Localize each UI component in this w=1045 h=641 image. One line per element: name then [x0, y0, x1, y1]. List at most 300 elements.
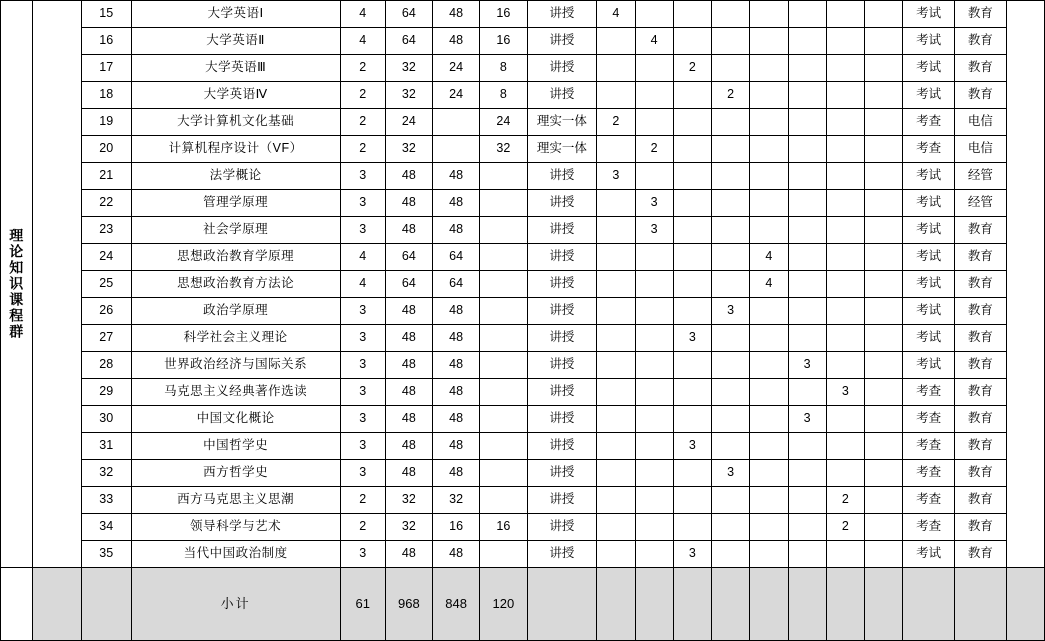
course-department: 教育 — [955, 541, 1007, 568]
course-total-hours: 48 — [385, 352, 432, 379]
course-lecture-hours: 24 — [433, 55, 480, 82]
course-term-6 — [788, 514, 826, 541]
course-term-5: 4 — [750, 271, 788, 298]
course-experiment-hours — [480, 190, 527, 217]
subtotal-row — [1, 568, 1045, 641]
subtotal-term-3 — [673, 568, 711, 641]
course-assessment: 考试 — [903, 352, 955, 379]
course-lecture-hours: 48 — [433, 406, 480, 433]
course-term-3 — [673, 487, 711, 514]
table-row — [1, 460, 1045, 487]
course-experiment-hours: 8 — [480, 82, 527, 109]
course-term-2 — [635, 325, 673, 352]
course-total-hours: 48 — [385, 379, 432, 406]
course-term-4 — [712, 136, 750, 163]
course-term-2 — [635, 271, 673, 298]
course-term-8 — [865, 109, 903, 136]
course-teaching-mode: 讲授 — [527, 379, 597, 406]
table-row — [1, 379, 1045, 406]
course-term-7 — [826, 271, 864, 298]
course-lecture-hours: 48 — [433, 298, 480, 325]
course-term-1 — [597, 460, 635, 487]
course-total-hours: 48 — [385, 163, 432, 190]
course-experiment-hours: 16 — [480, 1, 527, 28]
course-teaching-mode: 讲授 — [527, 55, 597, 82]
course-term-6 — [788, 433, 826, 460]
course-term-6: 3 — [788, 352, 826, 379]
course-term-2 — [635, 163, 673, 190]
course-term-5 — [750, 325, 788, 352]
course-assessment: 考试 — [903, 244, 955, 271]
course-total-hours: 32 — [385, 55, 432, 82]
row-number: 15 — [82, 1, 132, 28]
course-teaching-mode: 讲授 — [527, 1, 597, 28]
course-teaching-mode: 理实一体 — [527, 136, 597, 163]
course-term-2 — [635, 379, 673, 406]
course-department: 教育 — [955, 271, 1007, 298]
course-term-2: 3 — [635, 190, 673, 217]
subtotal-department — [955, 568, 1007, 641]
course-department: 教育 — [955, 514, 1007, 541]
course-term-7 — [826, 217, 864, 244]
course-lecture-hours — [433, 109, 480, 136]
course-lecture-hours: 16 — [433, 514, 480, 541]
course-term-4 — [712, 28, 750, 55]
course-term-5 — [750, 352, 788, 379]
course-lecture-hours: 48 — [433, 433, 480, 460]
course-department: 教育 — [955, 298, 1007, 325]
course-term-4 — [712, 1, 750, 28]
course-experiment-hours — [480, 433, 527, 460]
course-teaching-mode: 讲授 — [527, 28, 597, 55]
course-term-3 — [673, 217, 711, 244]
course-experiment-hours — [480, 298, 527, 325]
course-term-3 — [673, 163, 711, 190]
course-department: 教育 — [955, 406, 1007, 433]
course-term-6 — [788, 82, 826, 109]
course-department: 教育 — [955, 325, 1007, 352]
course-lecture-hours: 48 — [433, 217, 480, 244]
subtotal-term-8 — [865, 568, 903, 641]
course-term-3: 3 — [673, 541, 711, 568]
course-term-3 — [673, 271, 711, 298]
course-term-1: 3 — [597, 163, 635, 190]
course-term-6 — [788, 136, 826, 163]
course-term-7 — [826, 298, 864, 325]
course-lecture-hours: 48 — [433, 325, 480, 352]
course-department: 教育 — [955, 55, 1007, 82]
course-term-1 — [597, 55, 635, 82]
course-term-6 — [788, 325, 826, 352]
course-term-6 — [788, 298, 826, 325]
course-assessment: 考试 — [903, 28, 955, 55]
course-term-1 — [597, 514, 635, 541]
course-term-4 — [712, 541, 750, 568]
course-term-6 — [788, 163, 826, 190]
course-term-6 — [788, 487, 826, 514]
course-term-1 — [597, 271, 635, 298]
course-department: 教育 — [955, 1, 1007, 28]
course-total-hours: 32 — [385, 487, 432, 514]
course-term-1 — [597, 217, 635, 244]
course-total-hours: 32 — [385, 514, 432, 541]
course-name: 当代中国政治制度 — [131, 541, 340, 568]
course-term-8 — [865, 433, 903, 460]
table-row — [1, 109, 1045, 136]
course-term-5 — [750, 379, 788, 406]
course-term-4 — [712, 55, 750, 82]
course-assessment: 考试 — [903, 271, 955, 298]
table-row — [1, 271, 1045, 298]
course-term-8 — [865, 163, 903, 190]
course-term-4 — [712, 379, 750, 406]
course-term-4: 3 — [712, 460, 750, 487]
course-group-label — [1, 1, 33, 568]
course-term-8 — [865, 28, 903, 55]
course-term-2 — [635, 433, 673, 460]
course-name: 大学英语Ⅱ — [131, 28, 340, 55]
course-term-7: 2 — [826, 487, 864, 514]
subtotal-tail — [1006, 568, 1044, 641]
course-term-8 — [865, 1, 903, 28]
subtotal-assessment — [903, 568, 955, 641]
course-term-4 — [712, 487, 750, 514]
course-term-2: 2 — [635, 136, 673, 163]
course-name: 中国文化概论 — [131, 406, 340, 433]
course-teaching-mode: 讲授 — [527, 244, 597, 271]
course-department: 教育 — [955, 244, 1007, 271]
course-credit: 3 — [340, 217, 385, 244]
course-term-3 — [673, 190, 711, 217]
row-number: 35 — [82, 541, 132, 568]
course-experiment-hours — [480, 271, 527, 298]
course-term-6 — [788, 190, 826, 217]
course-experiment-hours — [480, 217, 527, 244]
course-credit: 3 — [340, 298, 385, 325]
course-lecture-hours: 24 — [433, 82, 480, 109]
course-name: 世界政治经济与国际关系 — [131, 352, 340, 379]
course-lecture-hours: 32 — [433, 487, 480, 514]
course-assessment: 考试 — [903, 55, 955, 82]
course-term-2 — [635, 514, 673, 541]
course-term-1 — [597, 352, 635, 379]
course-term-7 — [826, 28, 864, 55]
subtotal-experiment-hours: 120 — [480, 568, 527, 641]
course-credit: 3 — [340, 460, 385, 487]
row-number: 27 — [82, 325, 132, 352]
table-row — [1, 244, 1045, 271]
row-number: 19 — [82, 109, 132, 136]
course-term-7 — [826, 136, 864, 163]
course-term-7 — [826, 460, 864, 487]
course-term-7 — [826, 352, 864, 379]
course-experiment-hours — [480, 541, 527, 568]
course-term-2 — [635, 55, 673, 82]
course-term-6 — [788, 109, 826, 136]
course-term-8 — [865, 325, 903, 352]
course-assessment: 考试 — [903, 190, 955, 217]
course-term-5 — [750, 163, 788, 190]
course-lecture-hours: 48 — [433, 460, 480, 487]
course-term-2 — [635, 352, 673, 379]
course-lecture-hours: 48 — [433, 379, 480, 406]
course-term-3 — [673, 460, 711, 487]
course-department: 教育 — [955, 460, 1007, 487]
course-term-1 — [597, 325, 635, 352]
row-number: 21 — [82, 163, 132, 190]
subtotal-term-2 — [635, 568, 673, 641]
course-credit: 4 — [340, 244, 385, 271]
course-term-2 — [635, 298, 673, 325]
course-name: 中国哲学史 — [131, 433, 340, 460]
course-experiment-hours: 32 — [480, 136, 527, 163]
subtotal-credit: 61 — [340, 568, 385, 641]
course-total-hours: 48 — [385, 460, 432, 487]
course-lecture-hours: 48 — [433, 352, 480, 379]
course-term-5 — [750, 28, 788, 55]
course-name: 西方哲学史 — [131, 460, 340, 487]
course-term-8 — [865, 55, 903, 82]
course-term-2 — [635, 82, 673, 109]
course-name: 大学英语Ⅳ — [131, 82, 340, 109]
course-department: 电信 — [955, 109, 1007, 136]
course-department: 教育 — [955, 82, 1007, 109]
course-term-8 — [865, 406, 903, 433]
table-row — [1, 136, 1045, 163]
course-teaching-mode: 讲授 — [527, 271, 597, 298]
course-credit: 3 — [340, 163, 385, 190]
course-lecture-hours: 48 — [433, 541, 480, 568]
course-term-4 — [712, 433, 750, 460]
course-term-7 — [826, 109, 864, 136]
table-row — [1, 217, 1045, 244]
course-experiment-hours — [480, 325, 527, 352]
course-term-6 — [788, 271, 826, 298]
course-term-2: 3 — [635, 217, 673, 244]
subtotal-label: 小计 — [131, 568, 340, 641]
course-teaching-mode: 讲授 — [527, 352, 597, 379]
subtotal-spacer-b — [82, 568, 132, 641]
course-total-hours: 24 — [385, 109, 432, 136]
course-term-8 — [865, 217, 903, 244]
course-term-1 — [597, 244, 635, 271]
course-term-1 — [597, 541, 635, 568]
course-teaching-mode: 讲授 — [527, 433, 597, 460]
course-term-7 — [826, 325, 864, 352]
course-term-2 — [635, 541, 673, 568]
course-term-6 — [788, 217, 826, 244]
course-term-7 — [826, 82, 864, 109]
course-term-2 — [635, 406, 673, 433]
course-term-5 — [750, 433, 788, 460]
course-assessment: 考查 — [903, 514, 955, 541]
course-term-5: 4 — [750, 244, 788, 271]
course-term-7 — [826, 406, 864, 433]
course-total-hours: 48 — [385, 190, 432, 217]
subtotal-lecture-hours: 848 — [433, 568, 480, 641]
subtotal-term-7 — [826, 568, 864, 641]
course-term-3 — [673, 82, 711, 109]
course-term-5 — [750, 190, 788, 217]
course-term-3 — [673, 514, 711, 541]
course-assessment: 考试 — [903, 1, 955, 28]
course-total-hours: 32 — [385, 136, 432, 163]
course-term-5 — [750, 109, 788, 136]
course-lecture-hours: 48 — [433, 1, 480, 28]
course-term-8 — [865, 190, 903, 217]
row-number: 18 — [82, 82, 132, 109]
group-spacer-cell — [32, 1, 82, 568]
course-lecture-hours: 48 — [433, 190, 480, 217]
course-assessment: 考试 — [903, 82, 955, 109]
course-total-hours: 32 — [385, 82, 432, 109]
course-department: 教育 — [955, 28, 1007, 55]
course-experiment-hours — [480, 406, 527, 433]
course-department: 经管 — [955, 163, 1007, 190]
course-teaching-mode: 讲授 — [527, 163, 597, 190]
course-term-4 — [712, 514, 750, 541]
course-name: 思想政治教育方法论 — [131, 271, 340, 298]
course-teaching-mode: 讲授 — [527, 460, 597, 487]
course-term-3: 3 — [673, 433, 711, 460]
course-term-5 — [750, 1, 788, 28]
subtotal-term-5 — [750, 568, 788, 641]
course-experiment-hours: 24 — [480, 109, 527, 136]
table-row — [1, 28, 1045, 55]
row-number: 23 — [82, 217, 132, 244]
course-department: 教育 — [955, 217, 1007, 244]
course-assessment: 考试 — [903, 217, 955, 244]
row-number: 17 — [82, 55, 132, 82]
subtotal-term-6 — [788, 568, 826, 641]
course-department: 教育 — [955, 352, 1007, 379]
course-term-8 — [865, 352, 903, 379]
table-row — [1, 541, 1045, 568]
course-assessment: 考查 — [903, 460, 955, 487]
course-name: 科学社会主义理论 — [131, 325, 340, 352]
course-total-hours: 48 — [385, 433, 432, 460]
course-term-6 — [788, 55, 826, 82]
course-assessment: 考试 — [903, 541, 955, 568]
course-term-7: 3 — [826, 379, 864, 406]
course-term-8 — [865, 298, 903, 325]
course-credit: 2 — [340, 136, 385, 163]
row-number: 22 — [82, 190, 132, 217]
course-name: 马克思主义经典著作选读 — [131, 379, 340, 406]
course-term-1 — [597, 379, 635, 406]
course-term-3: 3 — [673, 325, 711, 352]
course-term-1 — [597, 136, 635, 163]
course-term-1 — [597, 487, 635, 514]
course-teaching-mode: 理实一体 — [527, 109, 597, 136]
course-total-hours: 64 — [385, 244, 432, 271]
course-term-1 — [597, 190, 635, 217]
row-number: 32 — [82, 460, 132, 487]
course-assessment: 考查 — [903, 433, 955, 460]
course-term-7 — [826, 433, 864, 460]
subtotal-term-1 — [597, 568, 635, 641]
course-term-4 — [712, 244, 750, 271]
course-assessment: 考查 — [903, 487, 955, 514]
course-term-6 — [788, 28, 826, 55]
course-assessment: 考试 — [903, 163, 955, 190]
course-department: 电信 — [955, 136, 1007, 163]
course-term-5 — [750, 55, 788, 82]
course-lecture-hours: 64 — [433, 244, 480, 271]
course-term-4: 2 — [712, 82, 750, 109]
course-term-5 — [750, 82, 788, 109]
course-teaching-mode: 讲授 — [527, 298, 597, 325]
course-term-7 — [826, 55, 864, 82]
course-term-4 — [712, 190, 750, 217]
course-term-1 — [597, 298, 635, 325]
course-term-2 — [635, 109, 673, 136]
course-term-7 — [826, 541, 864, 568]
course-credit: 4 — [340, 271, 385, 298]
subtotal-group-cell — [1, 568, 33, 641]
course-name: 计算机程序设计（VF） — [131, 136, 340, 163]
course-assessment: 考查 — [903, 379, 955, 406]
course-term-5 — [750, 460, 788, 487]
row-number: 28 — [82, 352, 132, 379]
course-lecture-hours — [433, 136, 480, 163]
subtotal-term-4 — [712, 568, 750, 641]
course-term-7 — [826, 244, 864, 271]
course-term-1: 2 — [597, 109, 635, 136]
course-department: 经管 — [955, 190, 1007, 217]
course-term-8 — [865, 460, 903, 487]
course-name: 西方马克思主义思潮 — [131, 487, 340, 514]
course-credit: 2 — [340, 82, 385, 109]
course-name: 管理学原理 — [131, 190, 340, 217]
course-term-4: 3 — [712, 298, 750, 325]
row-number: 29 — [82, 379, 132, 406]
course-assessment: 考试 — [903, 298, 955, 325]
course-name: 大学英语Ⅲ — [131, 55, 340, 82]
course-credit: 2 — [340, 109, 385, 136]
course-term-8 — [865, 541, 903, 568]
row-number: 31 — [82, 433, 132, 460]
course-lecture-hours: 64 — [433, 271, 480, 298]
course-experiment-hours: 8 — [480, 55, 527, 82]
course-assessment: 考查 — [903, 136, 955, 163]
course-teaching-mode: 讲授 — [527, 406, 597, 433]
course-term-2 — [635, 244, 673, 271]
row-number: 33 — [82, 487, 132, 514]
course-credit: 2 — [340, 487, 385, 514]
row-number: 34 — [82, 514, 132, 541]
course-credit: 3 — [340, 190, 385, 217]
course-credit: 3 — [340, 325, 385, 352]
course-total-hours: 48 — [385, 217, 432, 244]
course-term-1: 4 — [597, 1, 635, 28]
course-term-4 — [712, 325, 750, 352]
course-teaching-mode: 讲授 — [527, 82, 597, 109]
table-row — [1, 406, 1045, 433]
course-teaching-mode: 讲授 — [527, 541, 597, 568]
course-term-3 — [673, 1, 711, 28]
course-term-8 — [865, 487, 903, 514]
course-credit: 2 — [340, 514, 385, 541]
course-term-1 — [597, 433, 635, 460]
course-term-3 — [673, 298, 711, 325]
course-assessment: 考查 — [903, 406, 955, 433]
table-row — [1, 55, 1045, 82]
course-term-3 — [673, 244, 711, 271]
course-term-3 — [673, 379, 711, 406]
course-term-4 — [712, 271, 750, 298]
course-term-5 — [750, 298, 788, 325]
